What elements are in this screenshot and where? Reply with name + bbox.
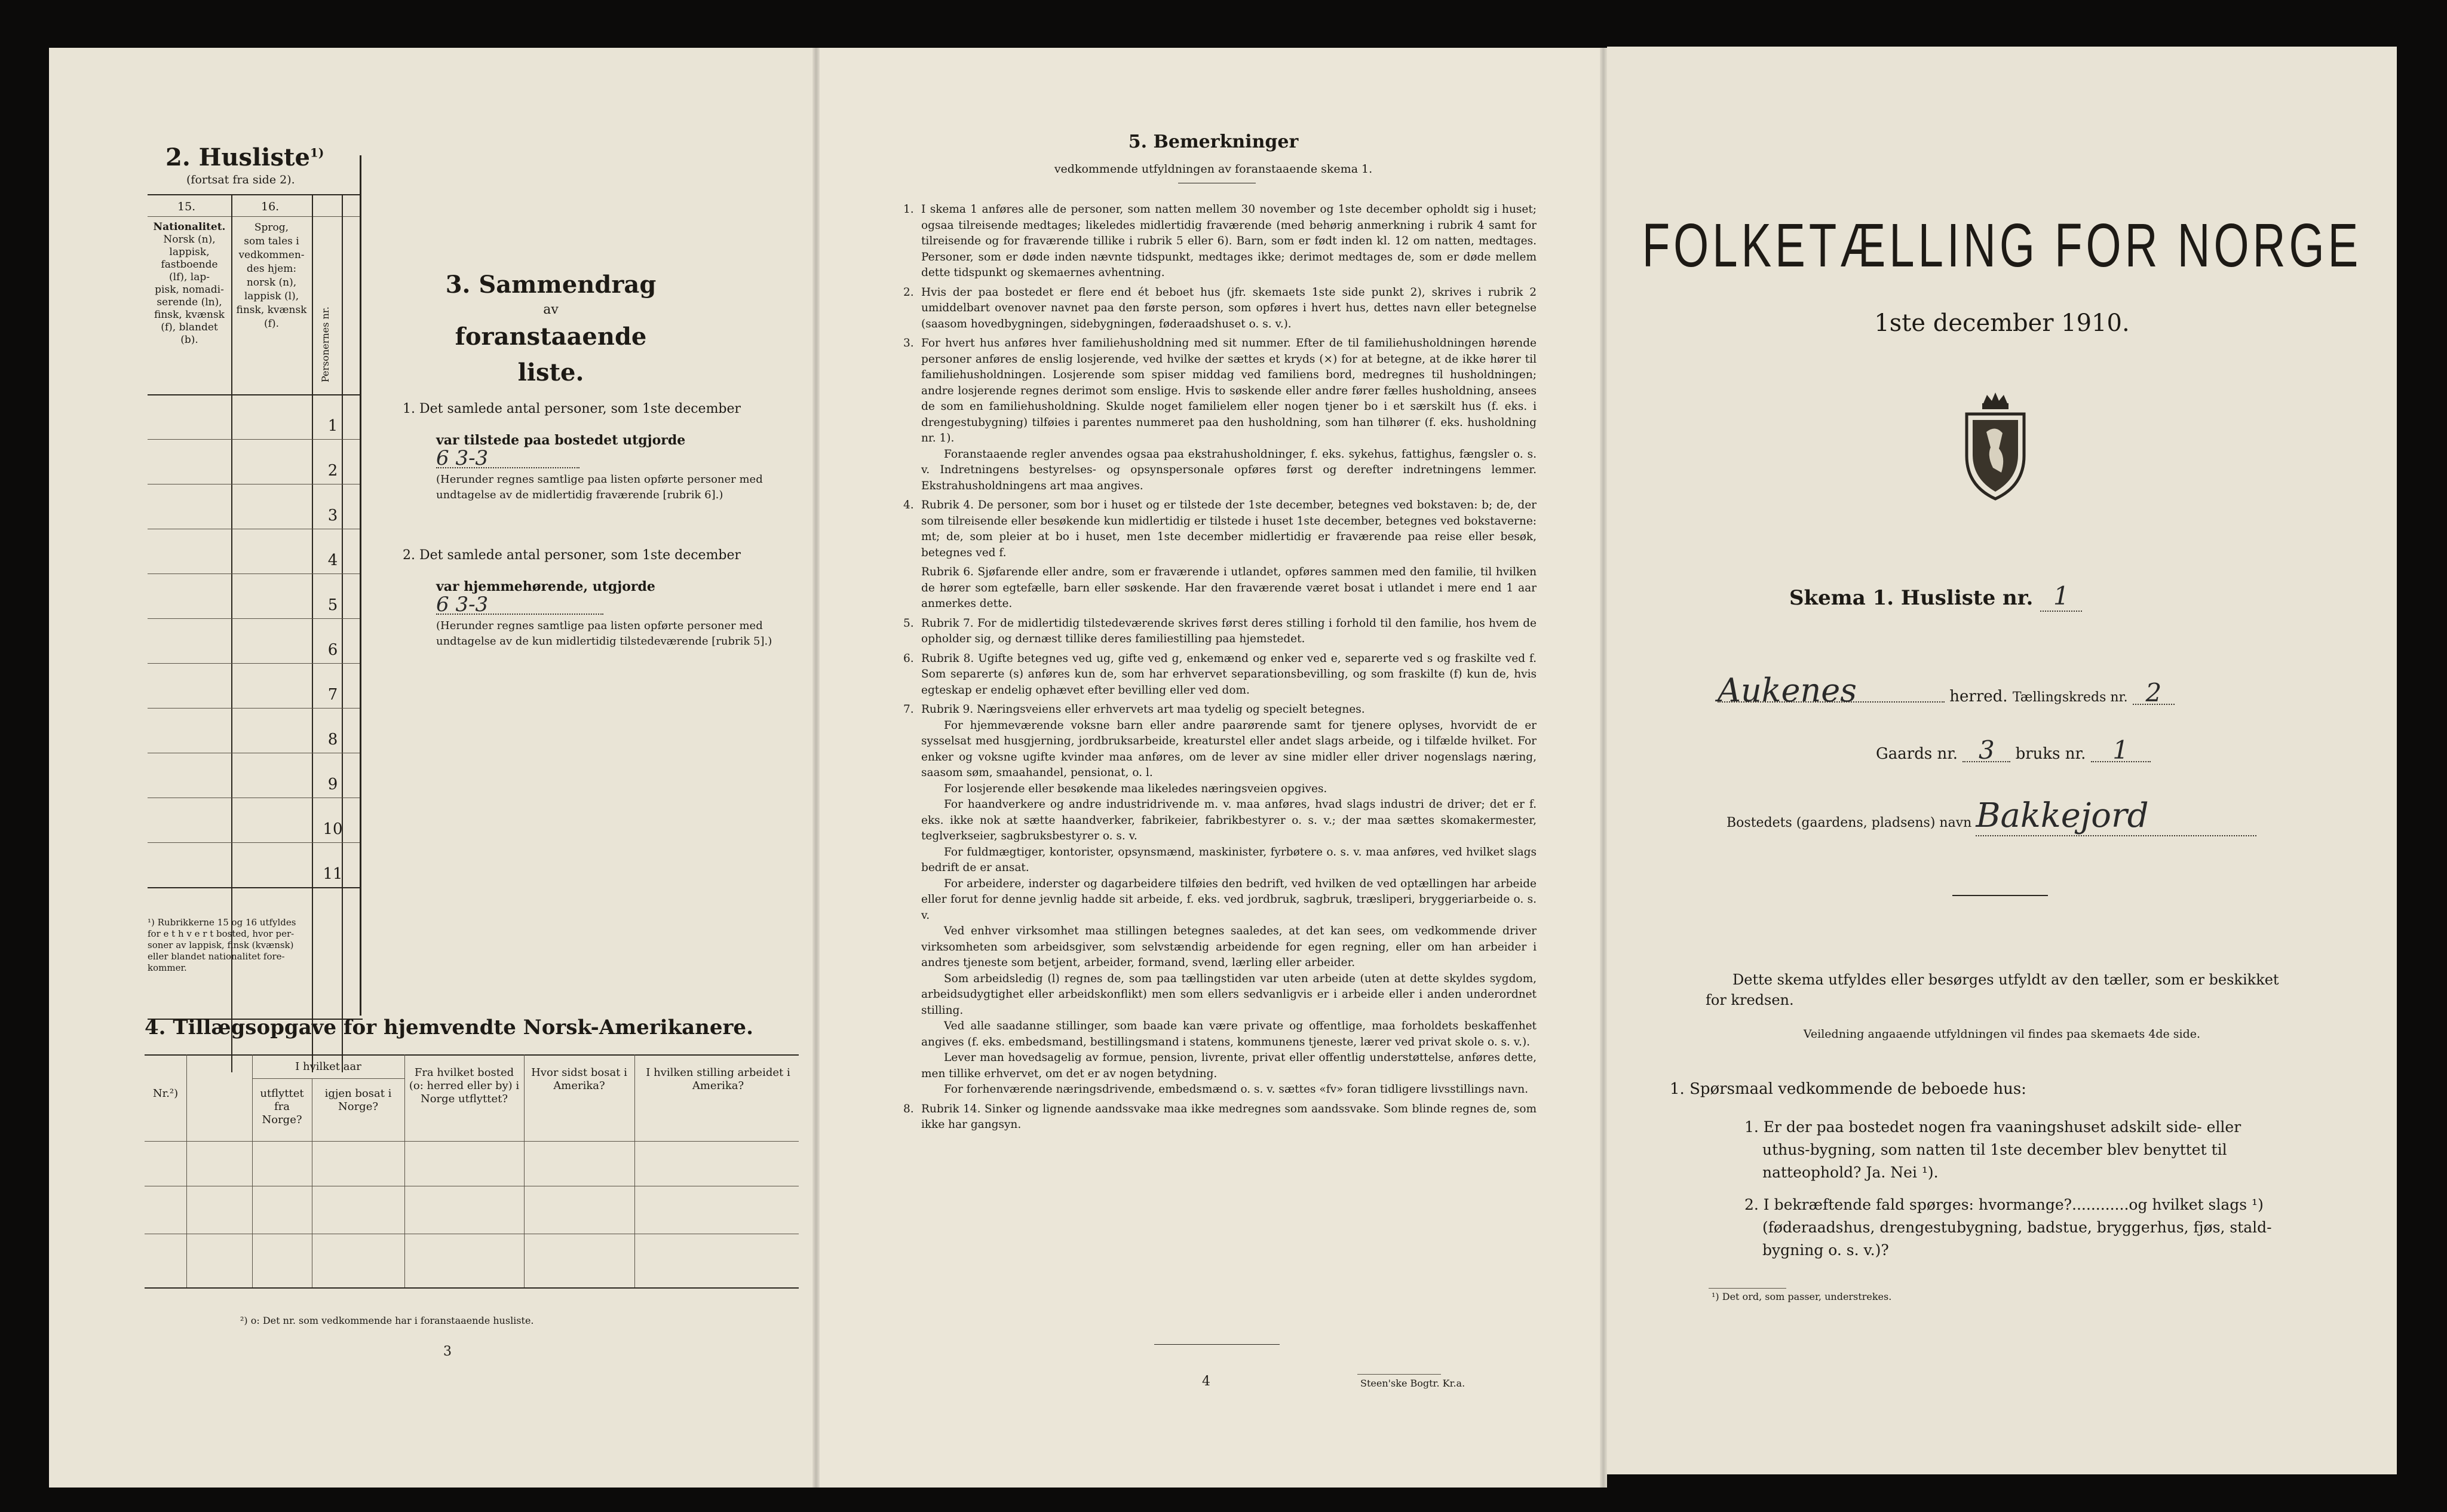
sammendrag-line: foranstaaende liste.: [455, 323, 647, 387]
row-line: [148, 708, 360, 709]
resident-count: 6 3-3: [436, 596, 603, 615]
remark-2: [903, 285, 1537, 333]
husliste-title: 2. Husliste$^{1)}$: [165, 143, 324, 171]
col16-line: som tales i: [244, 235, 299, 247]
remark-text: Rubrik 4. De personer, som bor i huset og er tilstede der 1ste december, betegnes ved bokstaven: b; de, der som tilreisende eller besøkende kun midlertidig er tilstede i huset 1ste december, betegnes ved bokstaverne: mt; de, som pleier at bo i huset, men 1ste december midlertidig er fraværende paa reise eller besøk, betegnes ved f.: [921, 499, 1537, 559]
remarks-subtitle: vedkommende utfyldningen av foranstaaende skema 1.: [1054, 162, 1373, 176]
remark-num: 1.: [903, 203, 914, 216]
bosted-value: Bakkejord: [1976, 796, 2256, 836]
question-line: bygning o. s. v.)?: [1762, 1241, 1889, 1259]
tillaeg-title: 4. Tillægsopgave for hjemvendte Norsk-Amerikanere.: [145, 1016, 753, 1039]
husliste-footnote: [148, 917, 327, 974]
remark-1: [903, 202, 1537, 281]
question-2: [1744, 1194, 2272, 1262]
remark-num: 6.: [903, 652, 914, 665]
col-nr: Nr.²): [152, 1087, 179, 1100]
page-number: 4: [1202, 1374, 1210, 1389]
remark-3b: Foranstaaende regler anvendes ogsaa paa ekstrahusholdninger, f. eks. sykehus, fattighus, fængsler o. s. v. Indretningens bestyrelses- og opsynspersonale opføres først og derefter indretningens lemmer. Ekstrahusholdningens art maa angives.: [921, 447, 1537, 492]
col16-line: lappisk (l),: [244, 290, 299, 302]
col15-line: serende (ln),: [157, 296, 222, 308]
row-number: 1: [327, 417, 338, 435]
remark-text: Rubrik 7. For de midlertidig tilstedeværende skrives først deres stilling i forhold til den familie, hos hvem de opholder sig, og dernæst tillike deres familiestilling paa hjemstedet.: [921, 617, 1537, 645]
col16-header: [231, 221, 312, 331]
col15-line: Nationalitet.: [153, 221, 226, 233]
item-note: [360, 618, 802, 649]
col-divider: [634, 1054, 635, 1287]
herred-line: [1718, 671, 2175, 709]
question-line: natteophold? Ja. Nei ¹).: [1762, 1164, 1939, 1181]
col15-header: [148, 221, 231, 346]
footnote-line: kommer.: [148, 962, 187, 973]
gaards-value: 3: [1962, 740, 2010, 762]
person-nr-header: Personernes nr.: [320, 306, 331, 382]
item-line: [360, 431, 802, 470]
remark-text: I skema 1 anføres alle de personer, som natten mellem 30 november og 1ste december opholdt sig i huset; ogsaa tilreisende medtages; likeledes midlertidig fraværende (med behørig anmerkning i rubrik 4 samt for tilreisende og for fraværende tillike i rubrik 5 eller 6). Barn, som er født inden kl. 12 om natten, medtages. Personer, som er døde inden nævnte tidspunkt, medtages ikke; derimot medtages de, som er døde mellem dette tidspunkt og skemaernes avhentning.: [921, 203, 1537, 279]
herred-label: herred.: [1949, 688, 2008, 706]
bruks-label: bruks nr.: [2015, 745, 2086, 763]
col16-line: vedkommen-: [238, 249, 305, 261]
middle-page: [820, 48, 1607, 1488]
remark-text: Hvis der paa bostedet er flere end ét beboet hus (jfr. skemaets 1ste side punkt 2), skrives i rubrik 2 umiddelbart ovenover navnet paa den første person, som opføres i hvert hus, dettes navn eller betegnelse (saasom hovedbygningen, sidebygningen, føderaadshuset o. s. v.).: [921, 286, 1537, 330]
instruction-note: Veiledning angaaende utfyldningen vil findes paa skemaets 4de side.: [1803, 1028, 2201, 1041]
row-line: [148, 573, 360, 574]
row-number: 2: [327, 462, 338, 480]
remark-text: Rubrik 9. Næringsveiens eller erhvervets art maa tydelig og specielt betegnes.: [921, 703, 1365, 716]
rule: [1357, 1374, 1441, 1375]
remark-7g: Som arbeidsledig (l) regnes de, som paa tællingstiden var uten arbeide (uten at dette skyldes sygdom, arbeidsudygtighet eller arbeidskonflikt) men som ellers sedvanligvis er i arbeide eller i anden underordnet stilling.: [921, 972, 1537, 1017]
printer-imprint: Steen'ske Bogtr. Kr.a.: [1360, 1378, 1465, 1389]
bosted-label: Bostedets (gaardens, pladsens) navn: [1727, 815, 1972, 830]
remark-7i: Lever man hovedsagelig av formue, pension, livrente, privat eller offentlig understøttelse, anføres dette, men tillike erhvervet, om det er av nogen betydning.: [921, 1051, 1537, 1080]
note-line: undtagelse av de midlertidig fraværende [rubrik 6].): [436, 489, 723, 501]
left-page: [49, 48, 820, 1488]
sammendrag-title: [419, 269, 682, 391]
col15-num: 15.: [177, 200, 196, 213]
col15-line: (lf), lap-: [169, 271, 210, 283]
col-emigrated: utflyttet fra Norge?: [260, 1087, 304, 1126]
rule: [252, 1078, 404, 1079]
rule: [145, 1287, 799, 1289]
ornament-rule: [1952, 895, 2048, 896]
remark-4b: Rubrik 6. Sjøfarende eller andre, som er fraværende i utlandet, opføres sammen med den familie, til hvilken de hører som egtefælle, barn eller søskende. Har den fraværende været bosat i utlandet i mere end 1 aar anmerkes dette.: [921, 566, 1537, 610]
col16-line: norsk (n),: [246, 277, 297, 289]
row-line: [148, 663, 360, 664]
col-year: I hvilket aar: [295, 1060, 361, 1073]
rule: [145, 1054, 799, 1056]
remark-7a: For hjemmeværende voksne barn eller andre paarørende samt for tjenere oplyses, hvorvidt de er sysselsat med husgjerning, jordbruksarbeide, kreaturstel eller andet slags arbeide, og i tilfælde hvilket. For enker og voksne ugifte kvinder maa anføres, om de lever av sine midler eller driver nogenslags næring, saasom søm, smaahandel, pensionat, o. l.: [921, 719, 1537, 779]
remark-7: [903, 702, 1537, 718]
remark-7d: For fuldmægtiger, kontorister, opsynsmænd, maskinister, fyrbøtere o. s. v. maa anføres, ved hvilket slags bedrift de er ansat.: [921, 845, 1537, 874]
rule: [145, 1141, 799, 1142]
col16-line: des hjem:: [246, 263, 297, 275]
remark-3: [903, 336, 1537, 447]
remark-8: [903, 1102, 1537, 1133]
col15-line: Norsk (n),: [163, 234, 216, 246]
footnote-line: eller blandet nationalitet fore-: [148, 951, 285, 962]
row-line: [148, 842, 360, 843]
page-fold: [812, 48, 820, 1488]
question-line: (føderaadshus, drengestubygning, badstue, bryggerhus, fjøs, stald-: [1762, 1219, 2272, 1236]
footnote-line: soner av lappisk, finsk (kvænsk): [148, 940, 294, 950]
footnote-line: ¹) Rubrikkerne 15 og 16 utfyldes: [148, 917, 296, 928]
remark-num: 5.: [903, 617, 914, 630]
question-line: 1. Er der paa bostedet nogen fra vaaningshuset adskilt side- eller: [1744, 1118, 2241, 1136]
col-divider: [252, 1054, 253, 1287]
gaards-label: Gaards nr.: [1876, 745, 1958, 763]
gaards-line: [1876, 735, 2151, 765]
husliste-subtitle: (fortsat fra side 2).: [186, 173, 295, 186]
coat-of-arms-icon: [1960, 390, 2031, 501]
remark-7h: Ved alle saadanne stillinger, som baade kan være private og offentlige, maa forholdets beskaffenhet angives (f. eks. embedsmand, bestillingsmand i statens, kommunens tjeneste, lærer ved privat skole o. s. v.).: [921, 1020, 1537, 1048]
col-divider: [524, 1054, 525, 1287]
summary-item-1: [360, 400, 802, 503]
row-number: 6: [327, 641, 338, 659]
col15-line: fastboende: [161, 259, 218, 271]
col16-line: (f).: [264, 318, 279, 330]
col15-line: (f), blandet: [161, 321, 218, 333]
sammendrag-line: 3. Sammendrag: [445, 271, 657, 299]
right-footnote: ¹) Det ord, som passer, understrekes.: [1712, 1291, 1892, 1302]
remark-text: Rubrik 14. Sinker og lignende aandssvake maa ikke medregnes som aandssvake. Som blinde regnes de, som ikke har gangsyn.: [921, 1102, 1537, 1131]
remark-7e: For arbeidere, inderster og dagarbeidere tilføies den bedrift, ved hvilken de ved optællingen har arbeide eller forut for denne jevnlig hadde sit arbeide, f. eks. ved jordbruk, sagbruk, træsliperi, bryggeriarbeide o. s. v.: [921, 877, 1537, 922]
sammendrag-line: av: [543, 302, 559, 317]
remark-num: 4.: [903, 499, 914, 511]
col-divider: [404, 1054, 405, 1287]
remark-4: [903, 498, 1537, 561]
note-line: (Herunder regnes samtlige paa listen opførte personer med: [436, 619, 763, 632]
remark-num: 8.: [903, 1102, 914, 1115]
col-last-residence: Hvor sidst bosat i Amerika?: [531, 1066, 627, 1092]
right-page: [1607, 47, 2397, 1474]
rule: [148, 394, 360, 395]
kreds-value: 2: [2133, 682, 2175, 705]
remark-7b: For losjerende eller besøkende maa likeledes næringsveien opgives.: [944, 782, 1327, 795]
page-number: 3: [443, 1344, 452, 1359]
col-occupation: I hvilken stilling arbeidet i Amerika?: [646, 1066, 790, 1092]
note-line: undtagelse av de kun midlertidig tilstedeværende [rubrik 5].): [436, 635, 772, 648]
remark-num: 7.: [903, 703, 914, 716]
footnote-line: for e t h v e r t bosted, hvor per-: [148, 928, 295, 939]
row-line: [148, 439, 360, 440]
item-line: [360, 578, 802, 616]
question-1: [1744, 1116, 2241, 1184]
item-text: 2. Det samlede antal personer, som 1ste december: [403, 548, 741, 563]
form-title: FOLKETÆLLING FOR NORGE: [1642, 211, 2362, 281]
bruks-value: 1: [2091, 740, 2151, 762]
question-line: 2. I bekræftende fald spørges: hvormange?............og hvilket slags ¹): [1744, 1196, 2264, 1213]
rule: [148, 216, 360, 217]
page-fold: [1600, 48, 1607, 1488]
col15-line: finsk, kvænsk: [154, 309, 225, 321]
rule: [1709, 1288, 1786, 1289]
row-number: 9: [327, 775, 338, 793]
remark-6: [903, 651, 1537, 699]
row-line: [148, 618, 360, 619]
row-number: 7: [327, 686, 338, 704]
bosted-line: [1727, 796, 2256, 836]
remark-7c: For haandverkere og andre industridrivende m. v. maa anføres, hvad slags industri de driver; det er f. eks. ikke nok at sætte haandverker, fabrikeier, fabrikbestyrer o. s. v.; der maa sættes skomakermester, teglverkseier, sagbruksbestyrer o. s. v.: [921, 798, 1537, 842]
summary-item-2: [360, 547, 802, 649]
remark-text: Rubrik 8. Ugifte betegnes ved ug, gifte ved g, enkemænd og enker ved e, separerte ved s og fraskilte ved f. Som separerte (s) anføres kun de, som har erhvervet separationsbevilling, og som fraskilte (f) kun de, hvis egteskap er endelig ophævet efter bevilling eller ved dom.: [921, 652, 1537, 697]
col-divider: [186, 1054, 187, 1287]
present-count: 6 3-3: [436, 449, 579, 468]
skema-label: Skema 1. Husliste nr.: [1789, 586, 2034, 610]
col15-line: lappisk,: [169, 246, 210, 258]
col16-num: 16.: [261, 200, 280, 213]
remark-5: [903, 616, 1537, 648]
row-number: 3: [327, 507, 338, 525]
instruction-text: Dette skema utfyldes eller besørges utfyldt av den tæller, som er beskikket for kredsen.: [1706, 971, 2279, 1008]
item-note: [360, 472, 802, 503]
note-line: (Herunder regnes samtlige paa listen opførte personer med: [436, 473, 763, 486]
row-number: 8: [327, 731, 338, 749]
col16-line: Sprog,: [254, 222, 289, 234]
col15-line: (b).: [180, 334, 198, 346]
item-label: var tilstede paa bostedet utgjorde: [436, 433, 686, 448]
item-label: var hjemmehørende, utgjorde: [436, 579, 655, 594]
remark-text: For hvert hus anføres hver familiehusholdning med sit nummer. Efter de til familiehusholdningen hørende personer anføres de enslig losjerende, ved hvilke der sættes et kryds (×) for at betegne, at de ikke hører til familiehusholdningen. Losjerende som spiser middag ved familiens bord, medregnes til husholdningen; andre losjerende regnes derimot som enslige. Hvis to søskende eller andre fører fælles husholdning, ansees de som en familiehusholdning. Skulde noget familielem eller nogen tjener bo i et særskilt hus (f. eks. i drengestubygning) tilføies i parentes nummeret paa den husholdning, som han tilhører (f. eks. husholdning nr. 1).: [921, 337, 1537, 444]
herred-value: Aukenes: [1718, 680, 1945, 703]
row-line: [148, 887, 360, 888]
item-text: 1. Det samlede antal personer, som 1ste december: [403, 401, 741, 416]
question-line: uthus-bygning, som natten til 1ste december blev benyttet til: [1762, 1141, 2227, 1158]
col-divider: [342, 194, 343, 1072]
kreds-label: Tællingskreds nr.: [2012, 690, 2128, 705]
remarks-body: [903, 202, 1537, 1133]
remark-num: 3.: [903, 337, 914, 349]
remark-7f: Ved enhver virksomhet maa stillingen betegnes saaledes, at det kan sees, om vedkommende driver virksomheten som arbeidsgiver, som selvstændig arbeidende for egen regning, eller om han arbeider i andres tjeneste som betjent, arbeider, formand, svend, lærling eller arbeider.: [921, 925, 1537, 969]
husliste-nr: 1: [2040, 581, 2082, 612]
skema-line: [1789, 581, 2082, 612]
col-returned: igjen bosat i Norge?: [324, 1087, 392, 1113]
remark-7j: For forhenværende næringsdrivende, embedsmænd o. s. v. sættes «fv» foran tidligere livsstillings navn.: [944, 1083, 1529, 1096]
row-number: 10: [323, 820, 343, 838]
row-number: 4: [327, 551, 338, 569]
col15-line: pisk, nomadi-: [155, 284, 224, 296]
row-number: 11: [323, 865, 343, 883]
rule: [148, 194, 360, 195]
remarks-title: 5. Bemerkninger: [1128, 131, 1299, 152]
row-number: 5: [327, 596, 338, 614]
col-from-where: Fra hvilket bosted (o: herred eller by) i Norge utflyttet?: [409, 1066, 520, 1105]
remark-num: 2.: [903, 286, 914, 299]
tillaeg-footnote: ²) o: Det nr. som vedkommende har i foranstaaende husliste.: [240, 1315, 534, 1326]
col16-line: finsk, kvænsk: [236, 304, 307, 316]
rule: [1154, 1344, 1280, 1345]
questions-heading: 1. Spørsmaal vedkommende de beboede hus:: [1670, 1080, 2026, 1098]
form-date: 1ste december 1910.: [1874, 309, 2130, 337]
